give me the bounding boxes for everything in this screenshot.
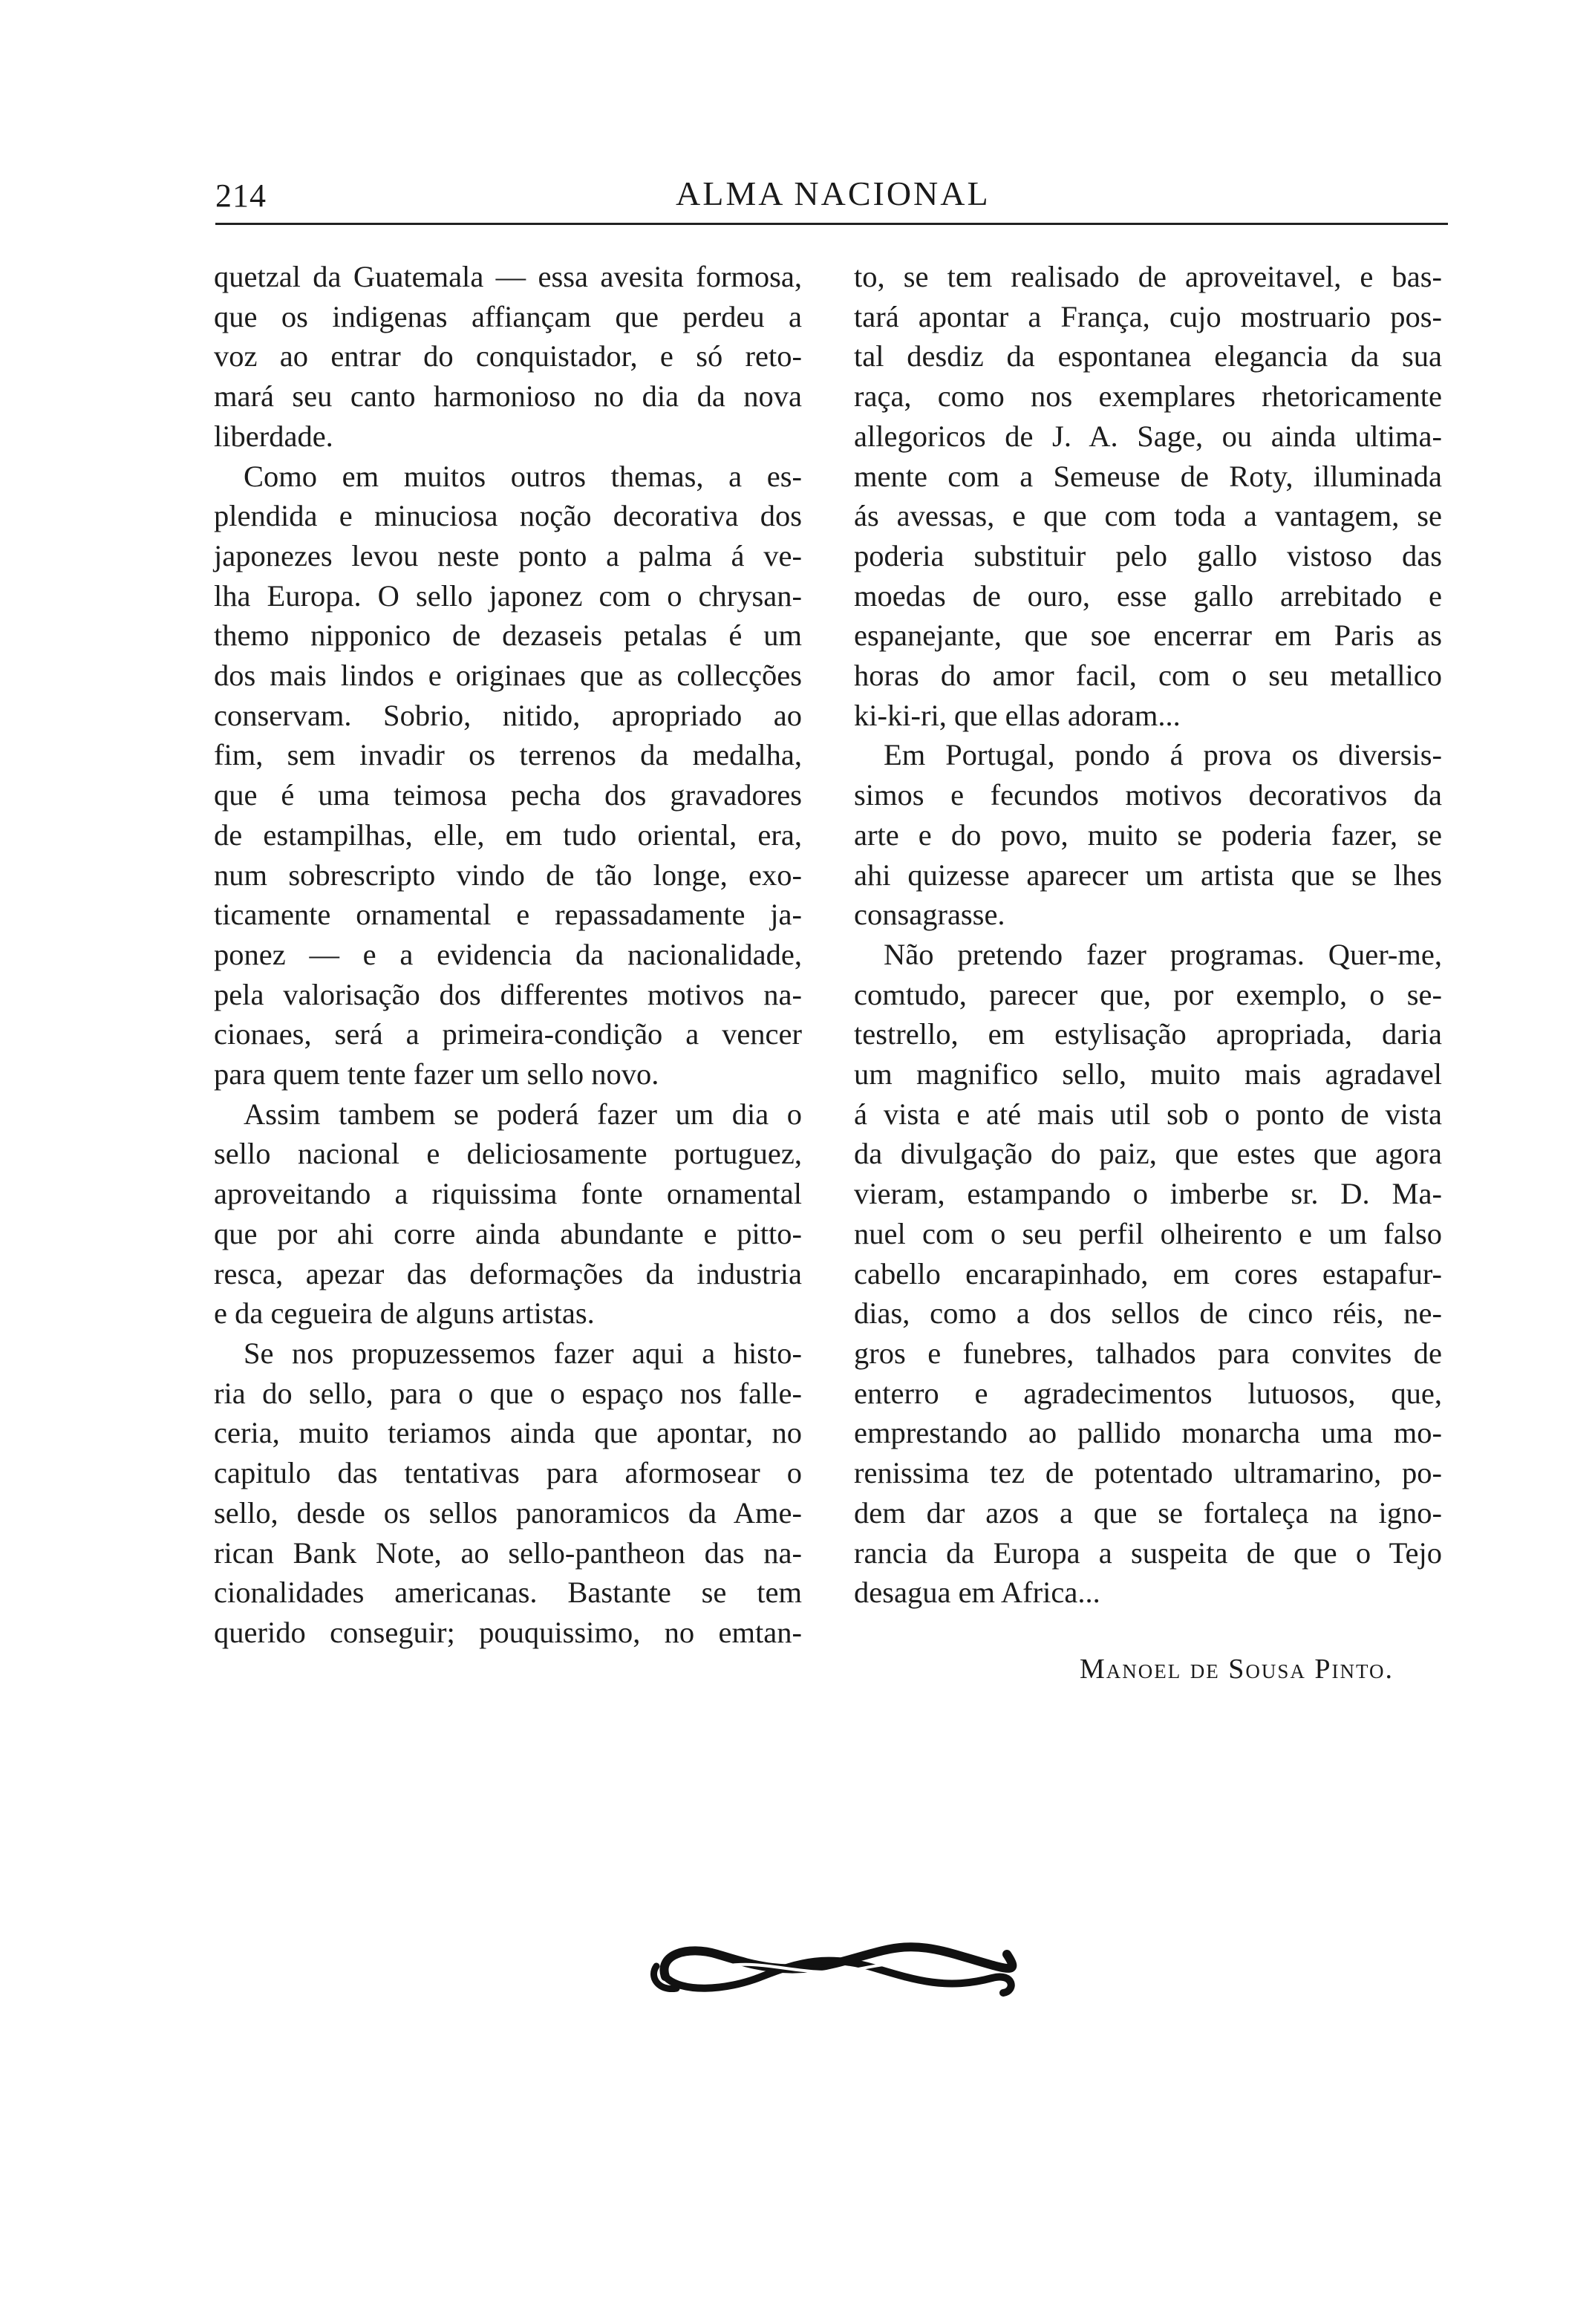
- text-line: capitulo das tentativas para aformosear o: [214, 1456, 802, 1490]
- text-line: desagua em Africa...: [854, 1576, 1100, 1610]
- text-line: ki-ki-ri, que ellas adoram...: [854, 698, 1181, 732]
- text-line: resca, apezar das deformações da industria: [214, 1256, 802, 1290]
- text-line: consagrasse.: [854, 898, 1005, 932]
- right-column: [854, 257, 1442, 1613]
- left-column: [214, 257, 802, 1653]
- text-line: plendida e minuciosa noção decorativa dos: [214, 499, 802, 533]
- text-line: dem dar azos a que se fortaleça na igno-: [854, 1495, 1442, 1530]
- text-line: gros e funebres, talhados para convites de: [854, 1336, 1442, 1370]
- text-line: rican Bank Note, ao sello-pantheon das na-: [214, 1535, 802, 1570]
- text-line: horas do amor facil, com o seu metallico: [854, 659, 1442, 693]
- text-line: tal desdiz da espontanea elegancia da sua: [854, 339, 1442, 373]
- text-line: raça, como nos exemplares rhetoricamente: [854, 379, 1442, 414]
- text-line: ponez — e a evidencia da nacionalidade,: [214, 937, 802, 971]
- text-line: á vista e até mais util sob o ponto de vista: [854, 1097, 1442, 1131]
- header-rule: [215, 223, 1448, 225]
- text-line: sello nacional e deliciosamente portuguez,: [214, 1137, 802, 1171]
- text-line: Não pretendo fazer programas. Quer-me,: [884, 937, 1442, 971]
- text-line: da divulgação do paiz, que estes que agora: [854, 1137, 1442, 1171]
- text-line: que é uma teimosa pecha dos gravadores: [214, 778, 802, 812]
- text-line: num sobrescripto vindo de tão longe, exo-: [214, 858, 802, 892]
- text-line: liberdade.: [214, 419, 333, 453]
- text-line: dias, como a dos sellos de cinco réis, ne-: [854, 1296, 1442, 1331]
- text-line: ticamente ornamental e repassadamente ja-: [214, 898, 802, 932]
- text-line: quetzal da Guatemala — essa avesita formosa,: [214, 260, 802, 293]
- text-line: moedas de ouro, esse gallo arrebitado e: [854, 578, 1442, 613]
- text-line: nuel com o seu perfil olheirento e um falso: [854, 1216, 1442, 1250]
- text-line: fim, sem invadir os terrenos da medalha,: [214, 738, 802, 772]
- text-line: enterro e agradecimentos lutuosos, que,: [854, 1376, 1442, 1410]
- text-line: para quem tente fazer um sello novo.: [214, 1057, 659, 1091]
- text-line: conservam. Sobrio, nitido, apropriado ao: [214, 698, 802, 732]
- text-line: sello, desde os sellos panoramicos da Ame-: [214, 1495, 802, 1530]
- text-line: japonezes levou neste ponto a palma á ve-: [214, 538, 802, 572]
- text-line: poderia substituir pelo gallo vistoso das: [854, 538, 1442, 572]
- text-line: Como em muitos outros themas, a es-: [244, 459, 802, 493]
- text-line: themo nipponico de dezaseis petalas é um: [214, 618, 802, 653]
- text-line: allegoricos de J. A. Sage, ou ainda ultima-: [854, 419, 1442, 453]
- text-line: Se nos propuzessemos fazer aqui a histo-: [244, 1336, 802, 1370]
- text-line: e da cegueira de alguns artistas.: [214, 1296, 595, 1331]
- text-line: comtudo, parecer que, por exemplo, o se-: [854, 977, 1442, 1011]
- text-line: ahi quizesse aparecer um artista que se lhes: [854, 858, 1442, 892]
- text-line: espanejante, que soe encerrar em Paris as: [854, 618, 1442, 653]
- text-line: aproveitando a riquissima fonte ornamental: [214, 1177, 802, 1211]
- text-line: que os indigenas affiançam que perdeu a: [214, 299, 802, 333]
- text-line: ria do sello, para o que o espaço nos falle-: [214, 1376, 802, 1410]
- text-line: simos e fecundos motivos decorativos da: [854, 778, 1442, 812]
- text-line: Assim tambem se poderá fazer um dia o: [244, 1097, 802, 1131]
- text-line: arte e do povo, muito se poderia fazer, se: [854, 817, 1442, 852]
- text-line: dos mais lindos e originaes que as collecções: [214, 659, 802, 693]
- page-number: 214: [215, 177, 267, 214]
- scroll-ornament-icon: [636, 1925, 1037, 2006]
- text-line: cionaes, será a primeira-condição a vencer: [214, 1017, 802, 1051]
- text-line: ás avessas, e que com toda a vantagem, se: [854, 499, 1442, 533]
- text-line: pela valorisação dos differentes motivos na-: [214, 977, 802, 1011]
- author-signature: Manoel de Sousa Pinto.: [1080, 1654, 1394, 1685]
- text-line: rancia da Europa a suspeita de que o Tejo: [854, 1535, 1442, 1570]
- text-line: voz ao entrar do conquistador, e só reto-: [214, 339, 802, 373]
- text-line: de estampilhas, elle, em tudo oriental, era,: [214, 817, 802, 852]
- text-line: to, se tem realisado de aproveitavel, e bas-: [854, 260, 1442, 293]
- text-line: vieram, estampando o imberbe sr. D. Ma-: [854, 1177, 1442, 1211]
- text-line: Em Portugal, pondo á prova os diversis-: [884, 738, 1442, 772]
- text-line: que por ahi corre ainda abundante e pitto-: [214, 1216, 802, 1250]
- text-line: querido conseguir; pouquissimo, no emtan-: [214, 1615, 802, 1649]
- text-line: emprestando ao pallido monarcha uma mo-: [854, 1416, 1442, 1450]
- text-line: ceria, muito teriamos ainda que apontar, no: [214, 1416, 802, 1450]
- text-line: testrello, em estylisação apropriada, daria: [854, 1017, 1442, 1051]
- text-line: mará seu canto harmonioso no dia da nova: [214, 379, 802, 414]
- text-line: cabello encarapinhado, em cores estapafur-: [854, 1256, 1442, 1290]
- text-line: mente com a Semeuse de Roty, illuminada: [854, 459, 1442, 493]
- running-title: ALMA NACIONAL: [676, 174, 991, 212]
- text-line: tará apontar a França, cujo mostruario pos-: [854, 299, 1442, 333]
- text-line: renissima tez de potentado ultramarino, po-: [854, 1456, 1442, 1490]
- text-line: cionalidades americanas. Bastante se tem: [214, 1576, 802, 1610]
- text-line: lha Europa. O sello japonez com o chrysan-: [214, 578, 802, 613]
- text-line: um magnifico sello, muito mais agradavel: [854, 1057, 1442, 1091]
- running-header: [215, 169, 1448, 221]
